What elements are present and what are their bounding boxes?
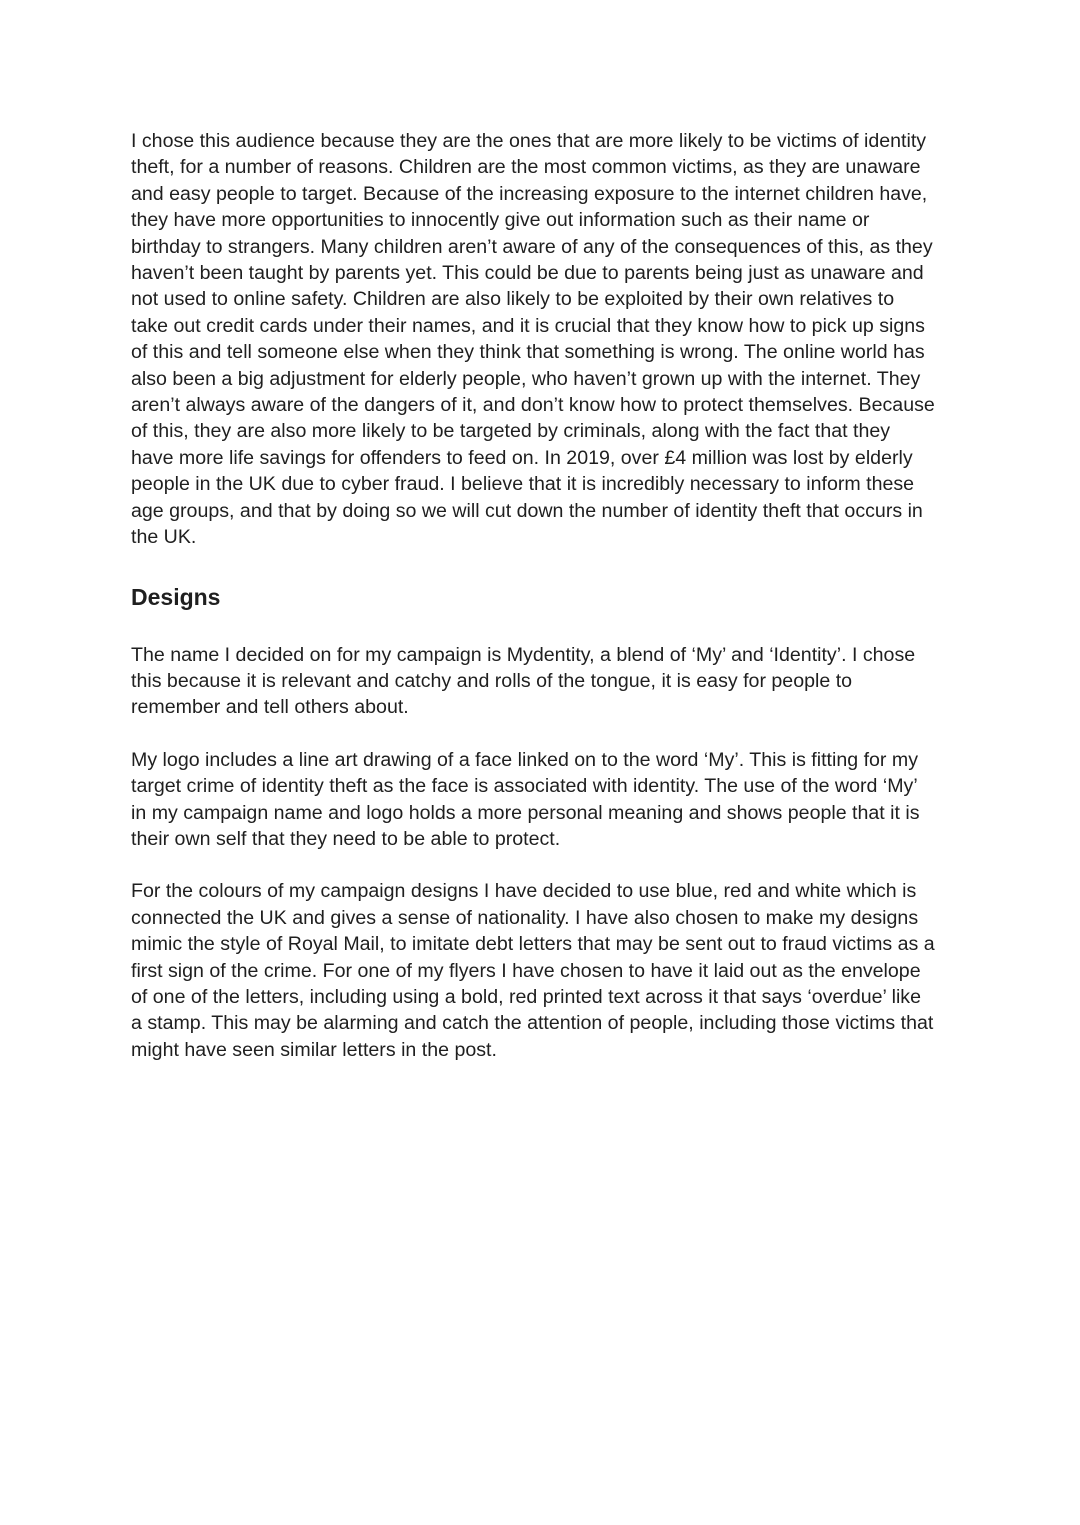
designs-heading: Designs bbox=[131, 583, 221, 610]
colours-paragraph: For the colours of my campaign designs I have decided to use blue, red and white which is connected the UK and gives a sense of nationality. I have also chosen to make my designs mimic the style of Royal Mail, to imitate debt letters that may be sent out to fraud victims as a first sign of the crime. For one of my flyers I have chosen to have it laid out as the envelope of one of the letters, including using a bold, red printed text across it that says ‘overdue’ like a stamp. This may be alarming and catch the attention of people, including those victims that might have seen similar letters in the post. bbox=[131, 880, 935, 1061]
logo-paragraph: My logo includes a line art drawing of a face linked on to the word ‘My’. This is fitting for my target crime of identity theft as the face is associated with identity. The use of the word ‘My’ in my campaign name and logo holds a more personal meaning and shows people that it is their own self that they need to be able to protect. bbox=[131, 748, 920, 850]
document-body bbox=[131, 128, 961, 1063]
intro-paragraph: I chose this audience because they are the ones that are more likely to be victims of identity theft, for a number of reasons. Children are the most common victims, as they are unaware and easy people to target. Because of the increasing exposure to the internet children have, they have more opportunities to innocently give out information such as their name or birthday to strangers. Many children aren’t aware of any of the consequences of this, as they haven’t been taught by parents yet. This could be due to parents being just as unaware and not used to online safety. Children are also likely to be exploited by their own relatives to take out credit cards under their names, and it is crucial that they know how to pick up signs of this and tell someone else when they think that something is wrong. The online world has also been a big adjustment for elderly people, who haven’t grown up with the internet. They aren’t always aware of the dangers of it, and don’t know how to protect themselves. Because of this, they are also more likely to be targeted by criminals, along with the fact that they have more life savings for offenders to feed on. In 2019, over £4 million was lost by elderly people in the UK due to cyber fraud. I believe that it is incredibly necessary to inform these age groups, and that by doing so we will cut down the number of identity theft that occurs in the UK. bbox=[131, 130, 935, 549]
campaign-name-paragraph: The name I decided on for my campaign is Mydentity, a blend of ‘My’ and ‘Identity’. I chose this because it is relevant and catchy and rolls of the tongue, it is easy for people to remember and tell others about. bbox=[131, 643, 916, 719]
